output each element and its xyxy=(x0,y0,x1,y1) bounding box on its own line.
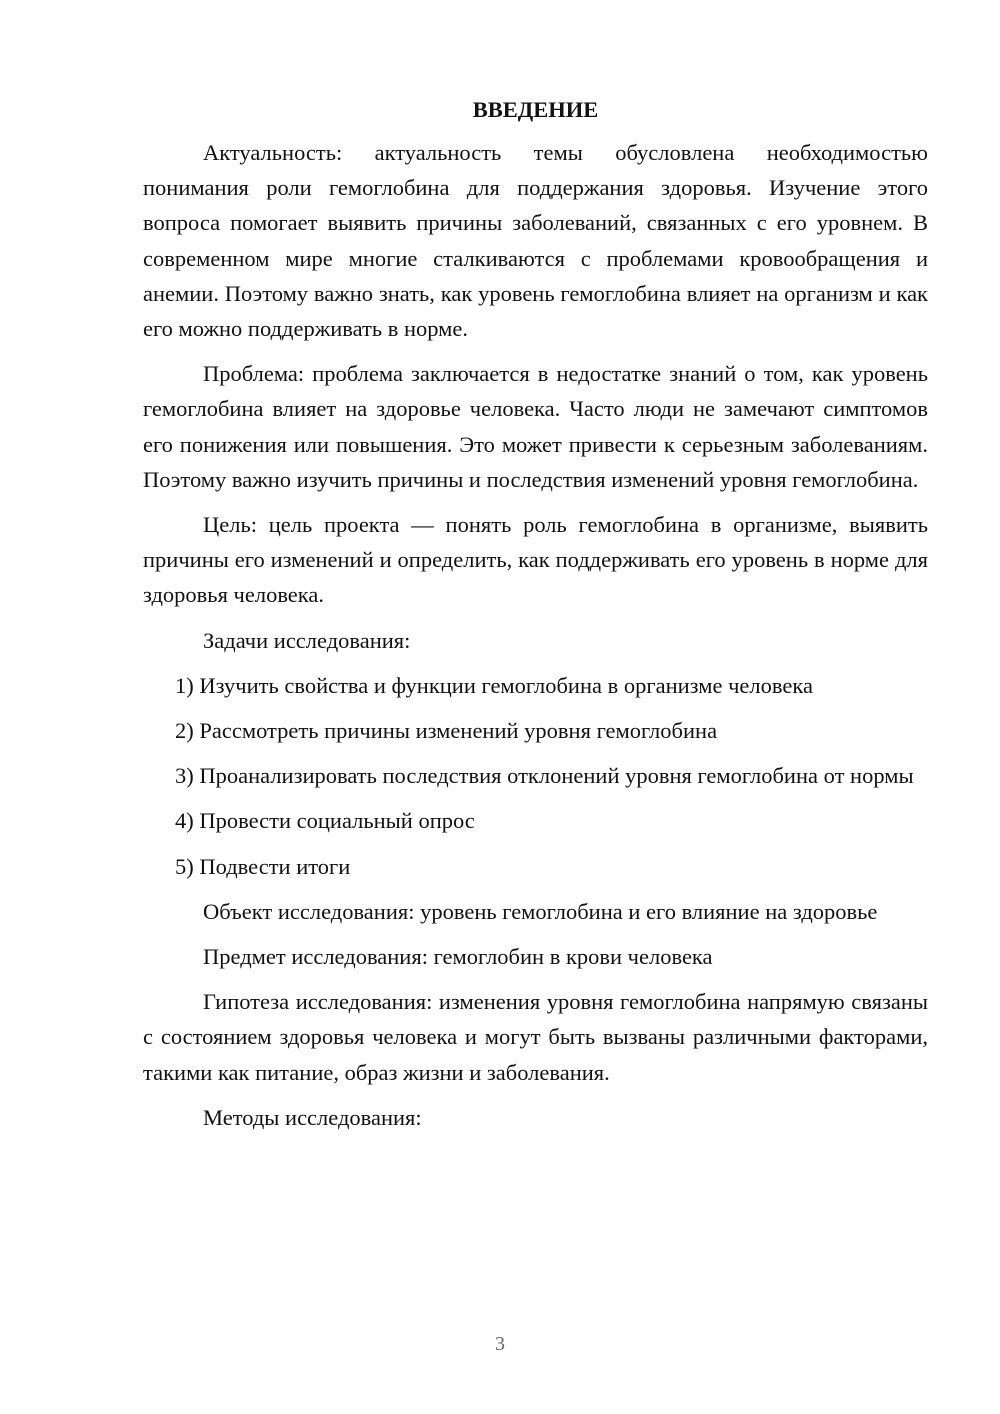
task-item-1: 1) Изучить свойства и функции гемоглобина в организме человека xyxy=(175,672,813,698)
page-content xyxy=(143,92,928,1145)
paragraph-goal: Цель: цель проекта — понять роль гемоглобина в организме, выявить причины его изменений и определить, как поддерживать его уровень в норме для здоровья человека. xyxy=(143,512,928,608)
paragraph-subject: Предмет исследования: гемоглобин в крови человека xyxy=(203,944,713,970)
task-item-4: 4) Провести социальный опрос xyxy=(175,808,475,834)
section-title: ВВЕДЕНИЕ xyxy=(472,97,599,122)
paragraph-problem: Проблема: проблема заключается в недостатке знаний о том, как уровень гемоглобина влияет на здоровье человека. Часто люди не замечают симптомов его понижения или повышения. Это может привести к серьезным заболеваниям. Поэтому важно изучить причины и последствия изменений уровня гемоглобина. xyxy=(143,361,928,492)
paragraph-hypothesis: Гипотеза исследования: изменения уровня гемоглобина напрямую связаны с состоянием здоровья человека и могут быть вызваны различными факторами, такими как питание, образ жизни и заболевания. xyxy=(143,989,928,1085)
task-item-5: 5) Подвести итоги xyxy=(175,853,351,879)
task-item-2: 2) Рассмотреть причины изменений уровня гемоглобина xyxy=(175,718,718,744)
paragraph-object: Объект исследования: уровень гемоглобина и его влияние на здоровье xyxy=(203,898,878,924)
task-item-3: 3) Проанализировать последствия отклонений уровня гемоглобина от нормы xyxy=(175,763,914,789)
paragraph-relevance: Актуальность: актуальность темы обусловлена необходимостью понимания роли гемоглобина для поддержания здоровья. Изучение этого вопроса помогает выявить причины заболеваний, связанных с его уровнем. В современном мире многие сталкиваются с проблемами кровообращения и анемии. Поэтому важно знать, как уровень гемоглобина влияет на организм и как его можно поддерживать в норме. xyxy=(143,140,928,342)
paragraph-tasks-heading: Задачи исследования: xyxy=(203,627,411,653)
paragraph-methods: Методы исследования: xyxy=(203,1104,422,1130)
page-number: 3 xyxy=(495,1333,505,1355)
